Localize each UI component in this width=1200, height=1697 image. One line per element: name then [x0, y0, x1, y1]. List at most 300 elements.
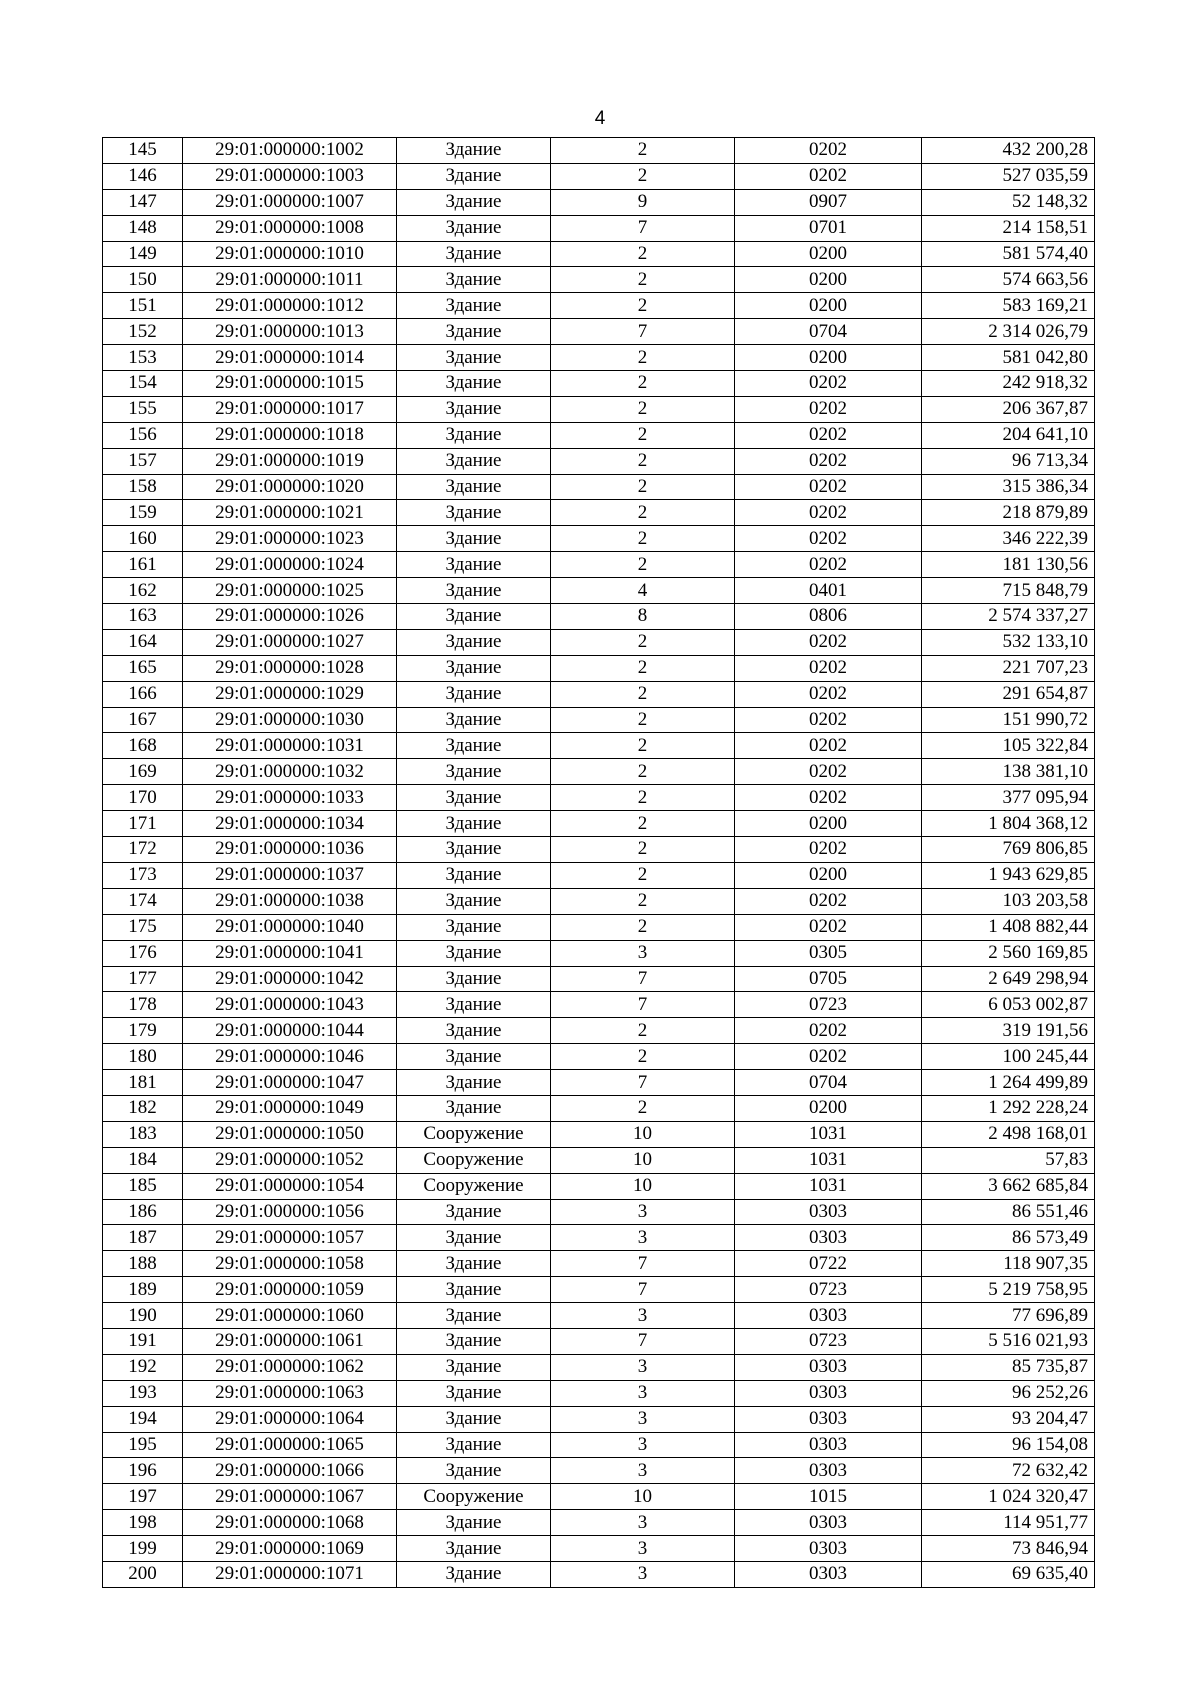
subgroup-code-cell: 0202 — [735, 526, 922, 552]
object-type-cell: Здание — [397, 1199, 551, 1225]
cadastral-number-cell: 29:01:000000:1029 — [183, 681, 397, 707]
cadastral-number-cell: 29:01:000000:1059 — [183, 1277, 397, 1303]
table-row — [103, 914, 1095, 940]
group-cell: 7 — [551, 319, 735, 345]
cadastral-number-cell: 29:01:000000:1026 — [183, 604, 397, 630]
cadastral-number-cell: 29:01:000000:1020 — [183, 474, 397, 500]
cadastral-number-cell: 29:01:000000:1057 — [183, 1225, 397, 1251]
row-number-cell: 181 — [103, 1070, 183, 1096]
cadastral-number-cell: 29:01:000000:1044 — [183, 1018, 397, 1044]
object-type-cell: Здание — [397, 914, 551, 940]
subgroup-code-cell: 0202 — [735, 655, 922, 681]
object-type-cell: Здание — [397, 1561, 551, 1587]
subgroup-code-cell: 0704 — [735, 1070, 922, 1096]
group-cell: 2 — [551, 655, 735, 681]
row-number-cell: 182 — [103, 1095, 183, 1121]
cadastral-value-cell: 291 654,87 — [922, 681, 1095, 707]
cadastral-value-cell: 206 367,87 — [922, 396, 1095, 422]
table-row — [103, 448, 1095, 474]
cadastral-value-cell: 715 848,79 — [922, 578, 1095, 604]
group-cell: 7 — [551, 966, 735, 992]
table-row — [103, 1173, 1095, 1199]
cadastral-value-cell: 2 574 337,27 — [922, 604, 1095, 630]
subgroup-code-cell: 0303 — [735, 1432, 922, 1458]
cadastral-number-cell: 29:01:000000:1024 — [183, 552, 397, 578]
object-type-cell: Здание — [397, 1536, 551, 1562]
row-number-cell: 151 — [103, 293, 183, 319]
cadastral-number-cell: 29:01:000000:1021 — [183, 500, 397, 526]
object-type-cell: Здание — [397, 474, 551, 500]
group-cell: 10 — [551, 1147, 735, 1173]
group-cell: 2 — [551, 396, 735, 422]
subgroup-code-cell: 0722 — [735, 1251, 922, 1277]
object-type-cell: Здание — [397, 1432, 551, 1458]
object-type-cell: Здание — [397, 1070, 551, 1096]
cadastral-number-cell: 29:01:000000:1038 — [183, 888, 397, 914]
group-cell: 2 — [551, 422, 735, 448]
subgroup-code-cell: 0202 — [735, 500, 922, 526]
row-number-cell: 186 — [103, 1199, 183, 1225]
row-number-cell: 165 — [103, 655, 183, 681]
cadastral-number-cell: 29:01:000000:1061 — [183, 1328, 397, 1354]
group-cell: 3 — [551, 1225, 735, 1251]
group-cell: 2 — [551, 293, 735, 319]
group-cell: 2 — [551, 500, 735, 526]
table-row — [103, 1406, 1095, 1432]
cadastral-number-cell: 29:01:000000:1012 — [183, 293, 397, 319]
group-cell: 2 — [551, 733, 735, 759]
row-number-cell: 169 — [103, 759, 183, 785]
row-number-cell: 191 — [103, 1328, 183, 1354]
table-row — [103, 371, 1095, 397]
row-number-cell: 155 — [103, 396, 183, 422]
row-number-cell: 188 — [103, 1251, 183, 1277]
table-row — [103, 811, 1095, 837]
cadastral-number-cell: 29:01:000000:1058 — [183, 1251, 397, 1277]
group-cell: 3 — [551, 1380, 735, 1406]
cadastral-number-cell: 29:01:000000:1017 — [183, 396, 397, 422]
object-type-cell: Здание — [397, 241, 551, 267]
object-type-cell: Здание — [397, 940, 551, 966]
object-type-cell: Здание — [397, 655, 551, 681]
object-type-cell: Здание — [397, 396, 551, 422]
group-cell: 3 — [551, 1406, 735, 1432]
subgroup-code-cell: 0202 — [735, 914, 922, 940]
cadastral-value-cell: 221 707,23 — [922, 655, 1095, 681]
group-cell: 2 — [551, 163, 735, 189]
group-cell: 2 — [551, 811, 735, 837]
object-type-cell: Здание — [397, 526, 551, 552]
object-type-cell: Здание — [397, 629, 551, 655]
subgroup-code-cell: 0701 — [735, 215, 922, 241]
group-cell: 3 — [551, 1199, 735, 1225]
subgroup-code-cell: 0303 — [735, 1561, 922, 1587]
group-cell: 3 — [551, 1510, 735, 1536]
cadastral-number-cell: 29:01:000000:1019 — [183, 448, 397, 474]
subgroup-code-cell: 0200 — [735, 862, 922, 888]
cadastral-value-cell: 2 649 298,94 — [922, 966, 1095, 992]
subgroup-code-cell: 0202 — [735, 837, 922, 863]
row-number-cell: 156 — [103, 422, 183, 448]
group-cell: 2 — [551, 371, 735, 397]
object-type-cell: Здание — [397, 138, 551, 164]
cadastral-number-cell: 29:01:000000:1068 — [183, 1510, 397, 1536]
group-cell: 2 — [551, 914, 735, 940]
cadastral-number-cell: 29:01:000000:1028 — [183, 655, 397, 681]
object-type-cell: Здание — [397, 189, 551, 215]
object-type-cell: Сооружение — [397, 1121, 551, 1147]
cadastral-number-cell: 29:01:000000:1067 — [183, 1484, 397, 1510]
object-type-cell: Здание — [397, 1303, 551, 1329]
subgroup-code-cell: 0704 — [735, 319, 922, 345]
cadastral-value-cell: 315 386,34 — [922, 474, 1095, 500]
table-row — [103, 1044, 1095, 1070]
group-cell: 2 — [551, 474, 735, 500]
object-type-cell: Здание — [397, 163, 551, 189]
cadastral-value-cell: 532 133,10 — [922, 629, 1095, 655]
table-row — [103, 396, 1095, 422]
row-number-cell: 148 — [103, 215, 183, 241]
subgroup-code-cell: 0202 — [735, 785, 922, 811]
row-number-cell: 189 — [103, 1277, 183, 1303]
object-type-cell: Сооружение — [397, 1173, 551, 1199]
subgroup-code-cell: 0303 — [735, 1380, 922, 1406]
group-cell: 7 — [551, 1328, 735, 1354]
row-number-cell: 179 — [103, 1018, 183, 1044]
row-number-cell: 175 — [103, 914, 183, 940]
cadastral-number-cell: 29:01:000000:1071 — [183, 1561, 397, 1587]
subgroup-code-cell: 0202 — [735, 163, 922, 189]
object-type-cell: Здание — [397, 1018, 551, 1044]
cadastral-value-cell: 581 574,40 — [922, 241, 1095, 267]
table-row — [103, 578, 1095, 604]
cadastral-number-cell: 29:01:000000:1025 — [183, 578, 397, 604]
object-type-cell: Здание — [397, 319, 551, 345]
cadastral-number-cell: 29:01:000000:1030 — [183, 707, 397, 733]
group-cell: 2 — [551, 448, 735, 474]
cadastral-number-cell: 29:01:000000:1036 — [183, 837, 397, 863]
object-type-cell: Здание — [397, 1225, 551, 1251]
group-cell: 2 — [551, 1018, 735, 1044]
group-cell: 2 — [551, 759, 735, 785]
row-number-cell: 145 — [103, 138, 183, 164]
cadastral-value-cell: 52 148,32 — [922, 189, 1095, 215]
subgroup-code-cell: 0305 — [735, 940, 922, 966]
cadastral-number-cell: 29:01:000000:1063 — [183, 1380, 397, 1406]
table-row — [103, 1251, 1095, 1277]
subgroup-code-cell: 0202 — [735, 552, 922, 578]
table-row — [103, 1303, 1095, 1329]
cadastral-value-cell: 214 158,51 — [922, 215, 1095, 241]
cadastral-number-cell: 29:01:000000:1043 — [183, 992, 397, 1018]
row-number-cell: 160 — [103, 526, 183, 552]
row-number-cell: 161 — [103, 552, 183, 578]
row-number-cell: 168 — [103, 733, 183, 759]
cadastral-number-cell: 29:01:000000:1031 — [183, 733, 397, 759]
group-cell: 9 — [551, 189, 735, 215]
table-row — [103, 267, 1095, 293]
group-cell: 10 — [551, 1173, 735, 1199]
object-type-cell: Здание — [397, 604, 551, 630]
cadastral-value-cell: 77 696,89 — [922, 1303, 1095, 1329]
subgroup-code-cell: 0202 — [735, 681, 922, 707]
subgroup-code-cell: 1015 — [735, 1484, 922, 1510]
group-cell: 2 — [551, 785, 735, 811]
object-type-cell: Здание — [397, 811, 551, 837]
cadastral-value-cell: 1 943 629,85 — [922, 862, 1095, 888]
cadastral-number-cell: 29:01:000000:1027 — [183, 629, 397, 655]
cadastral-value-cell: 204 641,10 — [922, 422, 1095, 448]
cadastral-number-cell: 29:01:000000:1018 — [183, 422, 397, 448]
group-cell: 2 — [551, 267, 735, 293]
cadastral-value-cell: 769 806,85 — [922, 837, 1095, 863]
cadastral-value-cell: 346 222,39 — [922, 526, 1095, 552]
table-row — [103, 345, 1095, 371]
row-number-cell: 200 — [103, 1561, 183, 1587]
table-row — [103, 1018, 1095, 1044]
row-number-cell: 194 — [103, 1406, 183, 1432]
cadastral-value-cell: 1 408 882,44 — [922, 914, 1095, 940]
cadastral-value-cell: 96 154,08 — [922, 1432, 1095, 1458]
row-number-cell: 150 — [103, 267, 183, 293]
object-type-cell: Здание — [397, 1510, 551, 1536]
group-cell: 3 — [551, 1561, 735, 1587]
row-number-cell: 157 — [103, 448, 183, 474]
cadastral-number-cell: 29:01:000000:1033 — [183, 785, 397, 811]
cadastral-value-cell: 105 322,84 — [922, 733, 1095, 759]
group-cell: 2 — [551, 526, 735, 552]
group-cell: 2 — [551, 241, 735, 267]
row-number-cell: 193 — [103, 1380, 183, 1406]
row-number-cell: 176 — [103, 940, 183, 966]
object-type-cell: Здание — [397, 966, 551, 992]
table-row — [103, 759, 1095, 785]
subgroup-code-cell: 0303 — [735, 1458, 922, 1484]
table-row — [103, 1147, 1095, 1173]
subgroup-code-cell: 0723 — [735, 1328, 922, 1354]
subgroup-code-cell: 0303 — [735, 1536, 922, 1562]
group-cell: 2 — [551, 552, 735, 578]
row-number-cell: 177 — [103, 966, 183, 992]
group-cell: 3 — [551, 1432, 735, 1458]
table-row — [103, 500, 1095, 526]
row-number-cell: 146 — [103, 163, 183, 189]
row-number-cell: 159 — [103, 500, 183, 526]
table-row — [103, 163, 1095, 189]
subgroup-code-cell: 0705 — [735, 966, 922, 992]
cadastral-value-cell: 574 663,56 — [922, 267, 1095, 293]
table-row — [103, 1561, 1095, 1587]
cadastral-number-cell: 29:01:000000:1050 — [183, 1121, 397, 1147]
group-cell: 10 — [551, 1121, 735, 1147]
subgroup-code-cell: 0202 — [735, 448, 922, 474]
table-row — [103, 1121, 1095, 1147]
row-number-cell: 196 — [103, 1458, 183, 1484]
subgroup-code-cell: 1031 — [735, 1147, 922, 1173]
cadastral-value-cell: 93 204,47 — [922, 1406, 1095, 1432]
object-type-cell: Сооружение — [397, 1484, 551, 1510]
row-number-cell: 153 — [103, 345, 183, 371]
table-row — [103, 241, 1095, 267]
table-row — [103, 552, 1095, 578]
subgroup-code-cell: 0202 — [735, 629, 922, 655]
object-type-cell: Здание — [397, 1380, 551, 1406]
subgroup-code-cell: 1031 — [735, 1173, 922, 1199]
subgroup-code-cell: 0202 — [735, 371, 922, 397]
cadastral-value-cell: 319 191,56 — [922, 1018, 1095, 1044]
cadastral-value-cell: 1 024 320,47 — [922, 1484, 1095, 1510]
table-row — [103, 526, 1095, 552]
cadastral-value-cell: 5 516 021,93 — [922, 1328, 1095, 1354]
subgroup-code-cell: 0303 — [735, 1406, 922, 1432]
table-row — [103, 1328, 1095, 1354]
table-row — [103, 189, 1095, 215]
row-number-cell: 166 — [103, 681, 183, 707]
table-row — [103, 940, 1095, 966]
table-row — [103, 138, 1095, 164]
row-number-cell: 170 — [103, 785, 183, 811]
group-cell: 2 — [551, 1095, 735, 1121]
subgroup-code-cell: 0303 — [735, 1303, 922, 1329]
table-row — [103, 1484, 1095, 1510]
group-cell: 10 — [551, 1484, 735, 1510]
table-row — [103, 1225, 1095, 1251]
object-type-cell: Здание — [397, 293, 551, 319]
group-cell: 3 — [551, 1354, 735, 1380]
subgroup-code-cell: 0303 — [735, 1510, 922, 1536]
group-cell: 2 — [551, 707, 735, 733]
cadastral-number-cell: 29:01:000000:1003 — [183, 163, 397, 189]
row-number-cell: 195 — [103, 1432, 183, 1458]
cadastral-number-cell: 29:01:000000:1014 — [183, 345, 397, 371]
group-cell: 2 — [551, 837, 735, 863]
group-cell: 4 — [551, 578, 735, 604]
object-type-cell: Здание — [397, 888, 551, 914]
cadastral-number-cell: 29:01:000000:1069 — [183, 1536, 397, 1562]
cadastral-number-cell: 29:01:000000:1065 — [183, 1432, 397, 1458]
row-number-cell: 154 — [103, 371, 183, 397]
cadastral-value-cell: 5 219 758,95 — [922, 1277, 1095, 1303]
subgroup-code-cell: 0202 — [735, 759, 922, 785]
table-row — [103, 992, 1095, 1018]
group-cell: 7 — [551, 1251, 735, 1277]
object-type-cell: Здание — [397, 733, 551, 759]
row-number-cell: 178 — [103, 992, 183, 1018]
object-type-cell: Здание — [397, 1406, 551, 1432]
subgroup-code-cell: 0723 — [735, 1277, 922, 1303]
row-number-cell: 152 — [103, 319, 183, 345]
row-number-cell: 171 — [103, 811, 183, 837]
cadastral-value-cell: 69 635,40 — [922, 1561, 1095, 1587]
table-row — [103, 215, 1095, 241]
table-row — [103, 837, 1095, 863]
object-type-cell: Здание — [397, 862, 551, 888]
cadastral-number-cell: 29:01:000000:1023 — [183, 526, 397, 552]
group-cell: 3 — [551, 1303, 735, 1329]
table-body — [103, 138, 1095, 1588]
object-type-cell: Здание — [397, 1354, 551, 1380]
object-type-cell: Здание — [397, 215, 551, 241]
object-type-cell: Здание — [397, 1458, 551, 1484]
row-number-cell: 174 — [103, 888, 183, 914]
row-number-cell: 163 — [103, 604, 183, 630]
subgroup-code-cell: 0200 — [735, 267, 922, 293]
cadastral-number-cell: 29:01:000000:1008 — [183, 215, 397, 241]
object-type-cell: Здание — [397, 759, 551, 785]
row-number-cell: 190 — [103, 1303, 183, 1329]
cadastral-number-cell: 29:01:000000:1064 — [183, 1406, 397, 1432]
table-row — [103, 293, 1095, 319]
row-number-cell: 180 — [103, 1044, 183, 1070]
table-row — [103, 422, 1095, 448]
group-cell: 7 — [551, 1277, 735, 1303]
group-cell: 8 — [551, 604, 735, 630]
cadastral-value-cell: 96 713,34 — [922, 448, 1095, 474]
cadastral-number-cell: 29:01:000000:1062 — [183, 1354, 397, 1380]
cadastral-number-cell: 29:01:000000:1049 — [183, 1095, 397, 1121]
group-cell: 2 — [551, 862, 735, 888]
table-row — [103, 629, 1095, 655]
object-type-cell: Здание — [397, 345, 551, 371]
cadastral-value-cell: 377 095,94 — [922, 785, 1095, 811]
cadastral-value-cell: 583 169,21 — [922, 293, 1095, 319]
group-cell: 7 — [551, 992, 735, 1018]
object-type-cell: Здание — [397, 1328, 551, 1354]
cadastral-value-cell: 1 292 228,24 — [922, 1095, 1095, 1121]
subgroup-code-cell: 0202 — [735, 474, 922, 500]
subgroup-code-cell: 0200 — [735, 811, 922, 837]
subgroup-code-cell: 0723 — [735, 992, 922, 1018]
table-row — [103, 1199, 1095, 1225]
group-cell: 2 — [551, 629, 735, 655]
cadastral-number-cell: 29:01:000000:1054 — [183, 1173, 397, 1199]
cadastral-number-cell: 29:01:000000:1066 — [183, 1458, 397, 1484]
table-row — [103, 1458, 1095, 1484]
cadastral-number-cell: 29:01:000000:1034 — [183, 811, 397, 837]
cadastral-number-cell: 29:01:000000:1032 — [183, 759, 397, 785]
object-type-cell: Здание — [397, 552, 551, 578]
table-row — [103, 1095, 1095, 1121]
group-cell: 2 — [551, 138, 735, 164]
cadastral-number-cell: 29:01:000000:1013 — [183, 319, 397, 345]
cadastral-value-cell: 581 042,80 — [922, 345, 1095, 371]
subgroup-code-cell: 0200 — [735, 1095, 922, 1121]
table-row — [103, 888, 1095, 914]
cadastral-value-cell: 100 245,44 — [922, 1044, 1095, 1070]
object-type-cell: Здание — [397, 1277, 551, 1303]
cadastral-number-cell: 29:01:000000:1015 — [183, 371, 397, 397]
group-cell: 3 — [551, 1536, 735, 1562]
subgroup-code-cell: 0907 — [735, 189, 922, 215]
cadastral-value-table — [102, 137, 1095, 1588]
subgroup-code-cell: 0200 — [735, 345, 922, 371]
cadastral-number-cell: 29:01:000000:1047 — [183, 1070, 397, 1096]
row-number-cell: 192 — [103, 1354, 183, 1380]
cadastral-value-cell: 114 951,77 — [922, 1510, 1095, 1536]
table-row — [103, 785, 1095, 811]
subgroup-code-cell: 0806 — [735, 604, 922, 630]
cadastral-value-cell: 138 381,10 — [922, 759, 1095, 785]
object-type-cell: Здание — [397, 1251, 551, 1277]
object-type-cell: Здание — [397, 371, 551, 397]
subgroup-code-cell: 0303 — [735, 1199, 922, 1225]
subgroup-code-cell: 0202 — [735, 138, 922, 164]
page-number: 4 — [594, 108, 606, 129]
table-row — [103, 707, 1095, 733]
cadastral-value-cell: 1 804 368,12 — [922, 811, 1095, 837]
table-row — [103, 1354, 1095, 1380]
table-row — [103, 655, 1095, 681]
